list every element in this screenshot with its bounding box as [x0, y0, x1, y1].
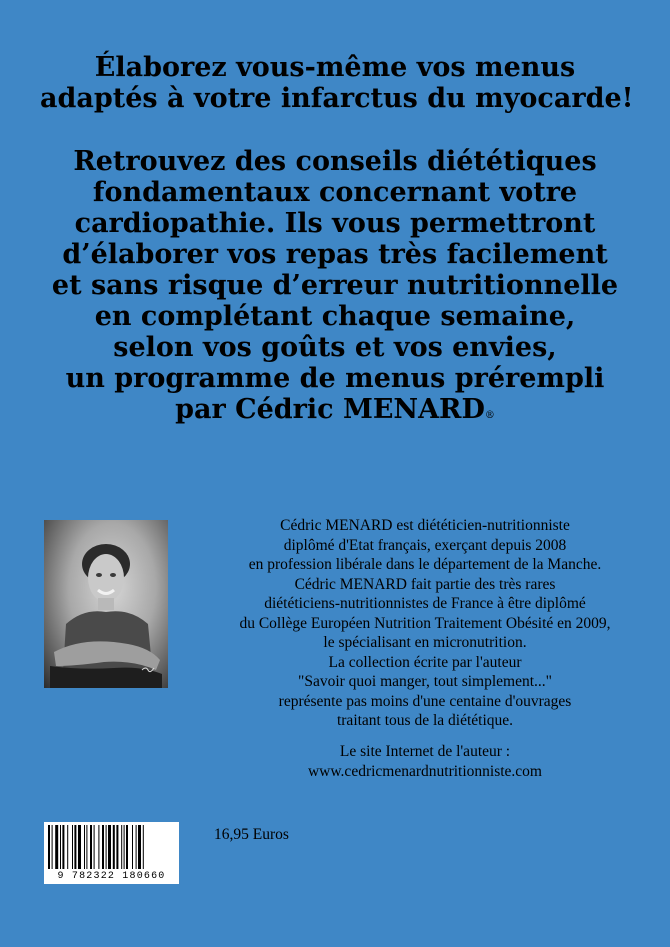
bio-line: en profession libérale dans le département de la Manche. [248, 556, 602, 573]
pitch-author: par Cédric MENARD [175, 394, 485, 425]
registered-mark: ® [484, 410, 495, 421]
website-label: Le site Internet de l'auteur : [339, 743, 511, 760]
bio-line: diététiciens-nutritionnistes de France à être diplômé [264, 595, 586, 612]
isbn-barcode [44, 822, 179, 884]
website-url: www.cedricmenardnutritionniste.com [307, 762, 542, 780]
bio-line: le spécialisant en micronutrition. [323, 634, 527, 651]
pitch-line-last [30, 394, 640, 431]
pitch-line: fondamentaux concernant votre [92, 177, 578, 208]
bio-line: du Collège Européen Nutrition Traitement Obésité en 2009, [239, 614, 611, 632]
bio-line: La collection écrite par l'auteur [328, 653, 522, 671]
bio-line: "Savoir quoi manger, tout simplement..." [298, 673, 552, 690]
pitch-paragraph [30, 146, 640, 431]
author-bio [190, 516, 660, 731]
author-website [190, 742, 660, 781]
pitch-line: en complétant chaque semaine, [94, 301, 576, 332]
pitch-line: et sans risque d’erreur nutritionnelle [51, 270, 619, 301]
pitch-line: cardiopathie. Ils vous permettront [74, 208, 596, 239]
barcode-digits: 9 782322 180660 [57, 871, 166, 882]
bio-line: Cédric MENARD est diététicien-nutritionniste [280, 517, 570, 534]
headline [40, 52, 634, 114]
bio-line: diplômé d'Etat français, exerçant depuis 2008 [283, 536, 567, 554]
author-photo [44, 520, 168, 688]
bio-line: représente pas moins d'une centaine d'ouvrages [278, 692, 572, 710]
bio-line: traitant tous de la diététique. [336, 712, 514, 729]
pitch-line: selon vos goûts et vos envies, [113, 332, 557, 363]
price: 16,95 Euros [214, 826, 289, 843]
bio-line: Cédric MENARD fait partie des très rares [294, 575, 556, 593]
headline-line: Élaborez vous-même vos menus [94, 52, 576, 83]
author-portrait-image [44, 520, 168, 688]
barcode-bars [44, 822, 179, 872]
pitch-line: un programme de menus prérempli [65, 363, 605, 394]
headline-line: adaptés à votre infarctus du myocarde! [40, 83, 634, 114]
pitch-line: d’élaborer vos repas très facilement [62, 239, 608, 270]
pitch-line: Retrouvez des conseils diététiques [73, 146, 597, 177]
